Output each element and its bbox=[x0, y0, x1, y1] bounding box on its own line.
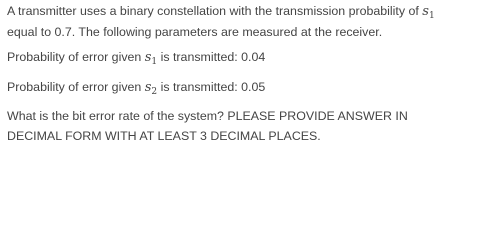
question-ask-line-2: DECIMAL FORM WITH AT LEAST 3 DECIMAL PLACES. bbox=[7, 129, 321, 143]
var-s2: $s_2$ bbox=[144, 80, 158, 97]
error-prob-s1: Probability of error given $s_1$ is transmitted: 0.04 bbox=[7, 50, 266, 67]
error-prob-s2: Probability of error given $s_2$ is transmitted: 0.05 bbox=[7, 80, 266, 97]
intro-text: A transmitter uses a binary constellation with the transmission probability of bbox=[7, 4, 423, 18]
question-ask-line-1: What is the bit error rate of the system? PLEASE PROVIDE ANSWER IN bbox=[7, 109, 408, 123]
intro-line bbox=[7, 3, 435, 20]
var-s1: $s_1$ bbox=[144, 50, 158, 67]
var-s1: $s_1$ bbox=[422, 4, 435, 21]
intro-continuation: equal to 0.7. The following parameters are measured at the receiver. bbox=[7, 25, 383, 39]
